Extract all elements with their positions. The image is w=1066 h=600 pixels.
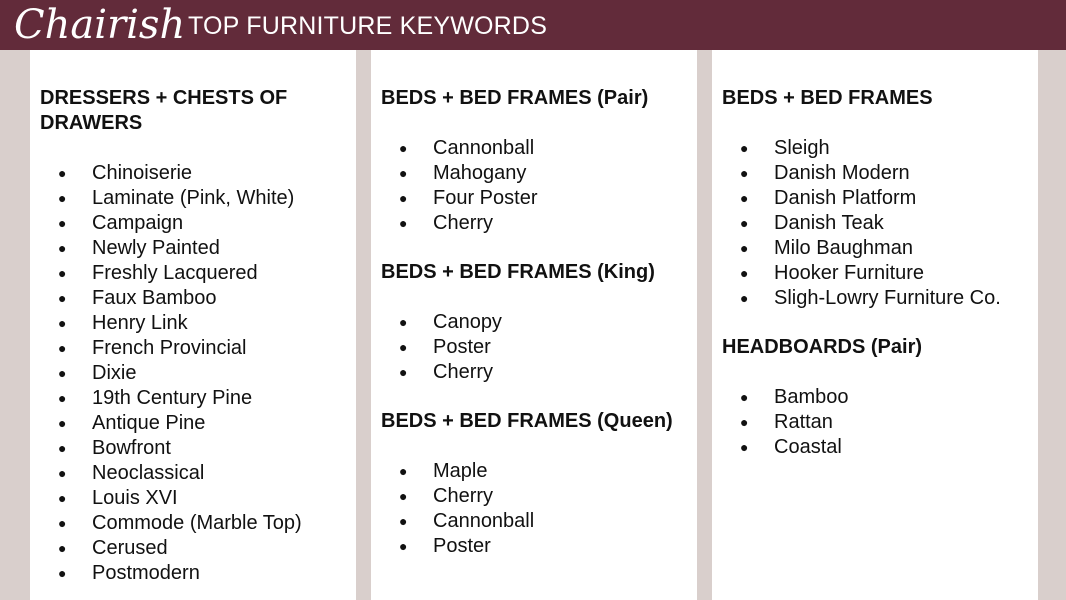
list-item: ● Coastal [740,436,842,458]
list-item: ● Bamboo [740,386,849,408]
bullet-icon: ● [399,140,408,156]
bullet-icon: ● [58,365,67,381]
section-heading: BEDS + BED FRAMES (King) [381,261,655,283]
keyword-list [722,136,1032,311]
keyword-list [381,136,691,236]
bullet-icon: ● [58,265,67,281]
section-beds-pair [381,86,691,236]
list-item: ● Bowfront [58,437,171,459]
section-beds [722,86,1032,311]
bullet-icon: ● [399,190,408,206]
bullet-icon: ● [740,165,749,181]
list-item: ● Postmodern [58,562,200,584]
list-item: ● Louis XVI [58,487,178,509]
list-item: ● Four Poster [399,187,538,209]
bullet-icon: ● [58,515,67,531]
keyword-list [381,459,691,559]
bullet-icon: ● [740,290,749,306]
list-item: ● Cherry [399,485,494,507]
bullet-icon: ● [740,140,749,156]
bullet-icon: ● [58,490,67,506]
bullet-icon: ● [399,339,408,355]
bullet-icon: ● [740,265,749,281]
column-beds-headboards [712,50,1038,600]
section-heading: BEDS + BED FRAMES [722,87,933,109]
list-item: ● Cannonball [399,137,535,159]
bullet-icon: ● [399,165,408,181]
section-headboards [722,335,1032,460]
list-item: ● Dixie [58,362,137,384]
bullet-icon: ● [399,215,408,231]
list-item: ● Danish Platform [740,187,917,209]
list-item: ● Hooker Furniture [740,262,925,284]
bullet-icon: ● [399,538,408,554]
list-item: ● Faux Bamboo [58,287,217,309]
keyword-list [722,385,1032,460]
column-beds [371,50,697,600]
list-item: ● Newly Painted [58,237,220,259]
section-beds-queen [381,409,691,559]
list-item: ● Mahogany [399,162,527,184]
bullet-icon: ● [740,215,749,231]
list-item: ● 19th Century Pine [58,387,253,409]
list-item: ● Cannonball [399,510,535,532]
keyword-list [40,161,350,586]
column-dressers [30,50,356,600]
section-dressers [40,86,350,586]
list-item: ● Cherry [399,361,494,383]
bullet-icon: ● [740,190,749,206]
chairish-logo: Chairish [14,2,186,48]
bullet-icon: ● [58,190,67,206]
bullet-icon: ● [740,240,749,256]
section-heading: HEADBOARDS (Pair) [722,336,923,358]
bullet-icon: ● [399,463,408,479]
bullet-icon: ● [58,540,67,556]
bullet-icon: ● [740,414,749,430]
bullet-icon: ● [58,415,67,431]
list-item: ● Poster [399,535,491,557]
header-bar [0,0,1066,50]
list-item: ● Henry Link [58,312,188,334]
keyword-list [381,310,691,385]
list-item: ● Cerused [58,537,168,559]
list-item: ● Neoclassical [58,462,205,484]
bullet-icon: ● [399,513,408,529]
bullet-icon: ● [58,315,67,331]
bullet-icon: ● [58,215,67,231]
bullet-icon: ● [58,340,67,356]
bullet-icon: ● [399,364,408,380]
list-item: ● Campaign [58,212,184,234]
list-item: ● Milo Baughman [740,237,913,259]
bullet-icon: ● [58,165,67,181]
list-item: ● Chinoiserie [58,162,193,184]
list-item: ● Maple [399,460,488,482]
list-item: ● Freshly Lacquered [58,262,258,284]
list-item: ● Poster [399,336,491,358]
bullet-icon: ● [58,465,67,481]
list-item: ● Antique Pine [58,412,206,434]
section-heading: BEDS + BED FRAMES (Pair) [381,87,649,109]
list-item: ● Cherry [399,212,494,234]
page-title: TOP FURNITURE KEYWORDS [188,12,548,40]
bullet-icon: ● [58,390,67,406]
bullet-icon: ● [58,290,67,306]
bullet-icon: ● [58,440,67,456]
bullet-icon: ● [740,389,749,405]
list-item: ● Rattan [740,411,833,433]
list-item: ● Canopy [399,311,502,333]
bullet-icon: ● [740,439,749,455]
bullet-icon: ● [58,240,67,256]
section-beds-king [381,260,691,385]
list-item: ● Commode (Marble Top) [58,512,302,534]
list-item: ● Danish Modern [740,162,910,184]
list-item: ● Sligh-Lowry Furniture Co. [740,287,1001,309]
bullet-icon: ● [58,565,67,581]
list-item: ● Laminate (Pink, White) [58,187,295,209]
bullet-icon: ● [399,488,408,504]
list-item: ● French Provincial [58,337,247,359]
section-heading: BEDS + BED FRAMES (Queen) [381,410,673,432]
section-heading: DRESSERS + CHESTS OF DRAWERS [40,87,288,134]
bullet-icon: ● [399,314,408,330]
list-item: ● Danish Teak [740,212,884,234]
list-item: ● Sleigh [740,137,830,159]
